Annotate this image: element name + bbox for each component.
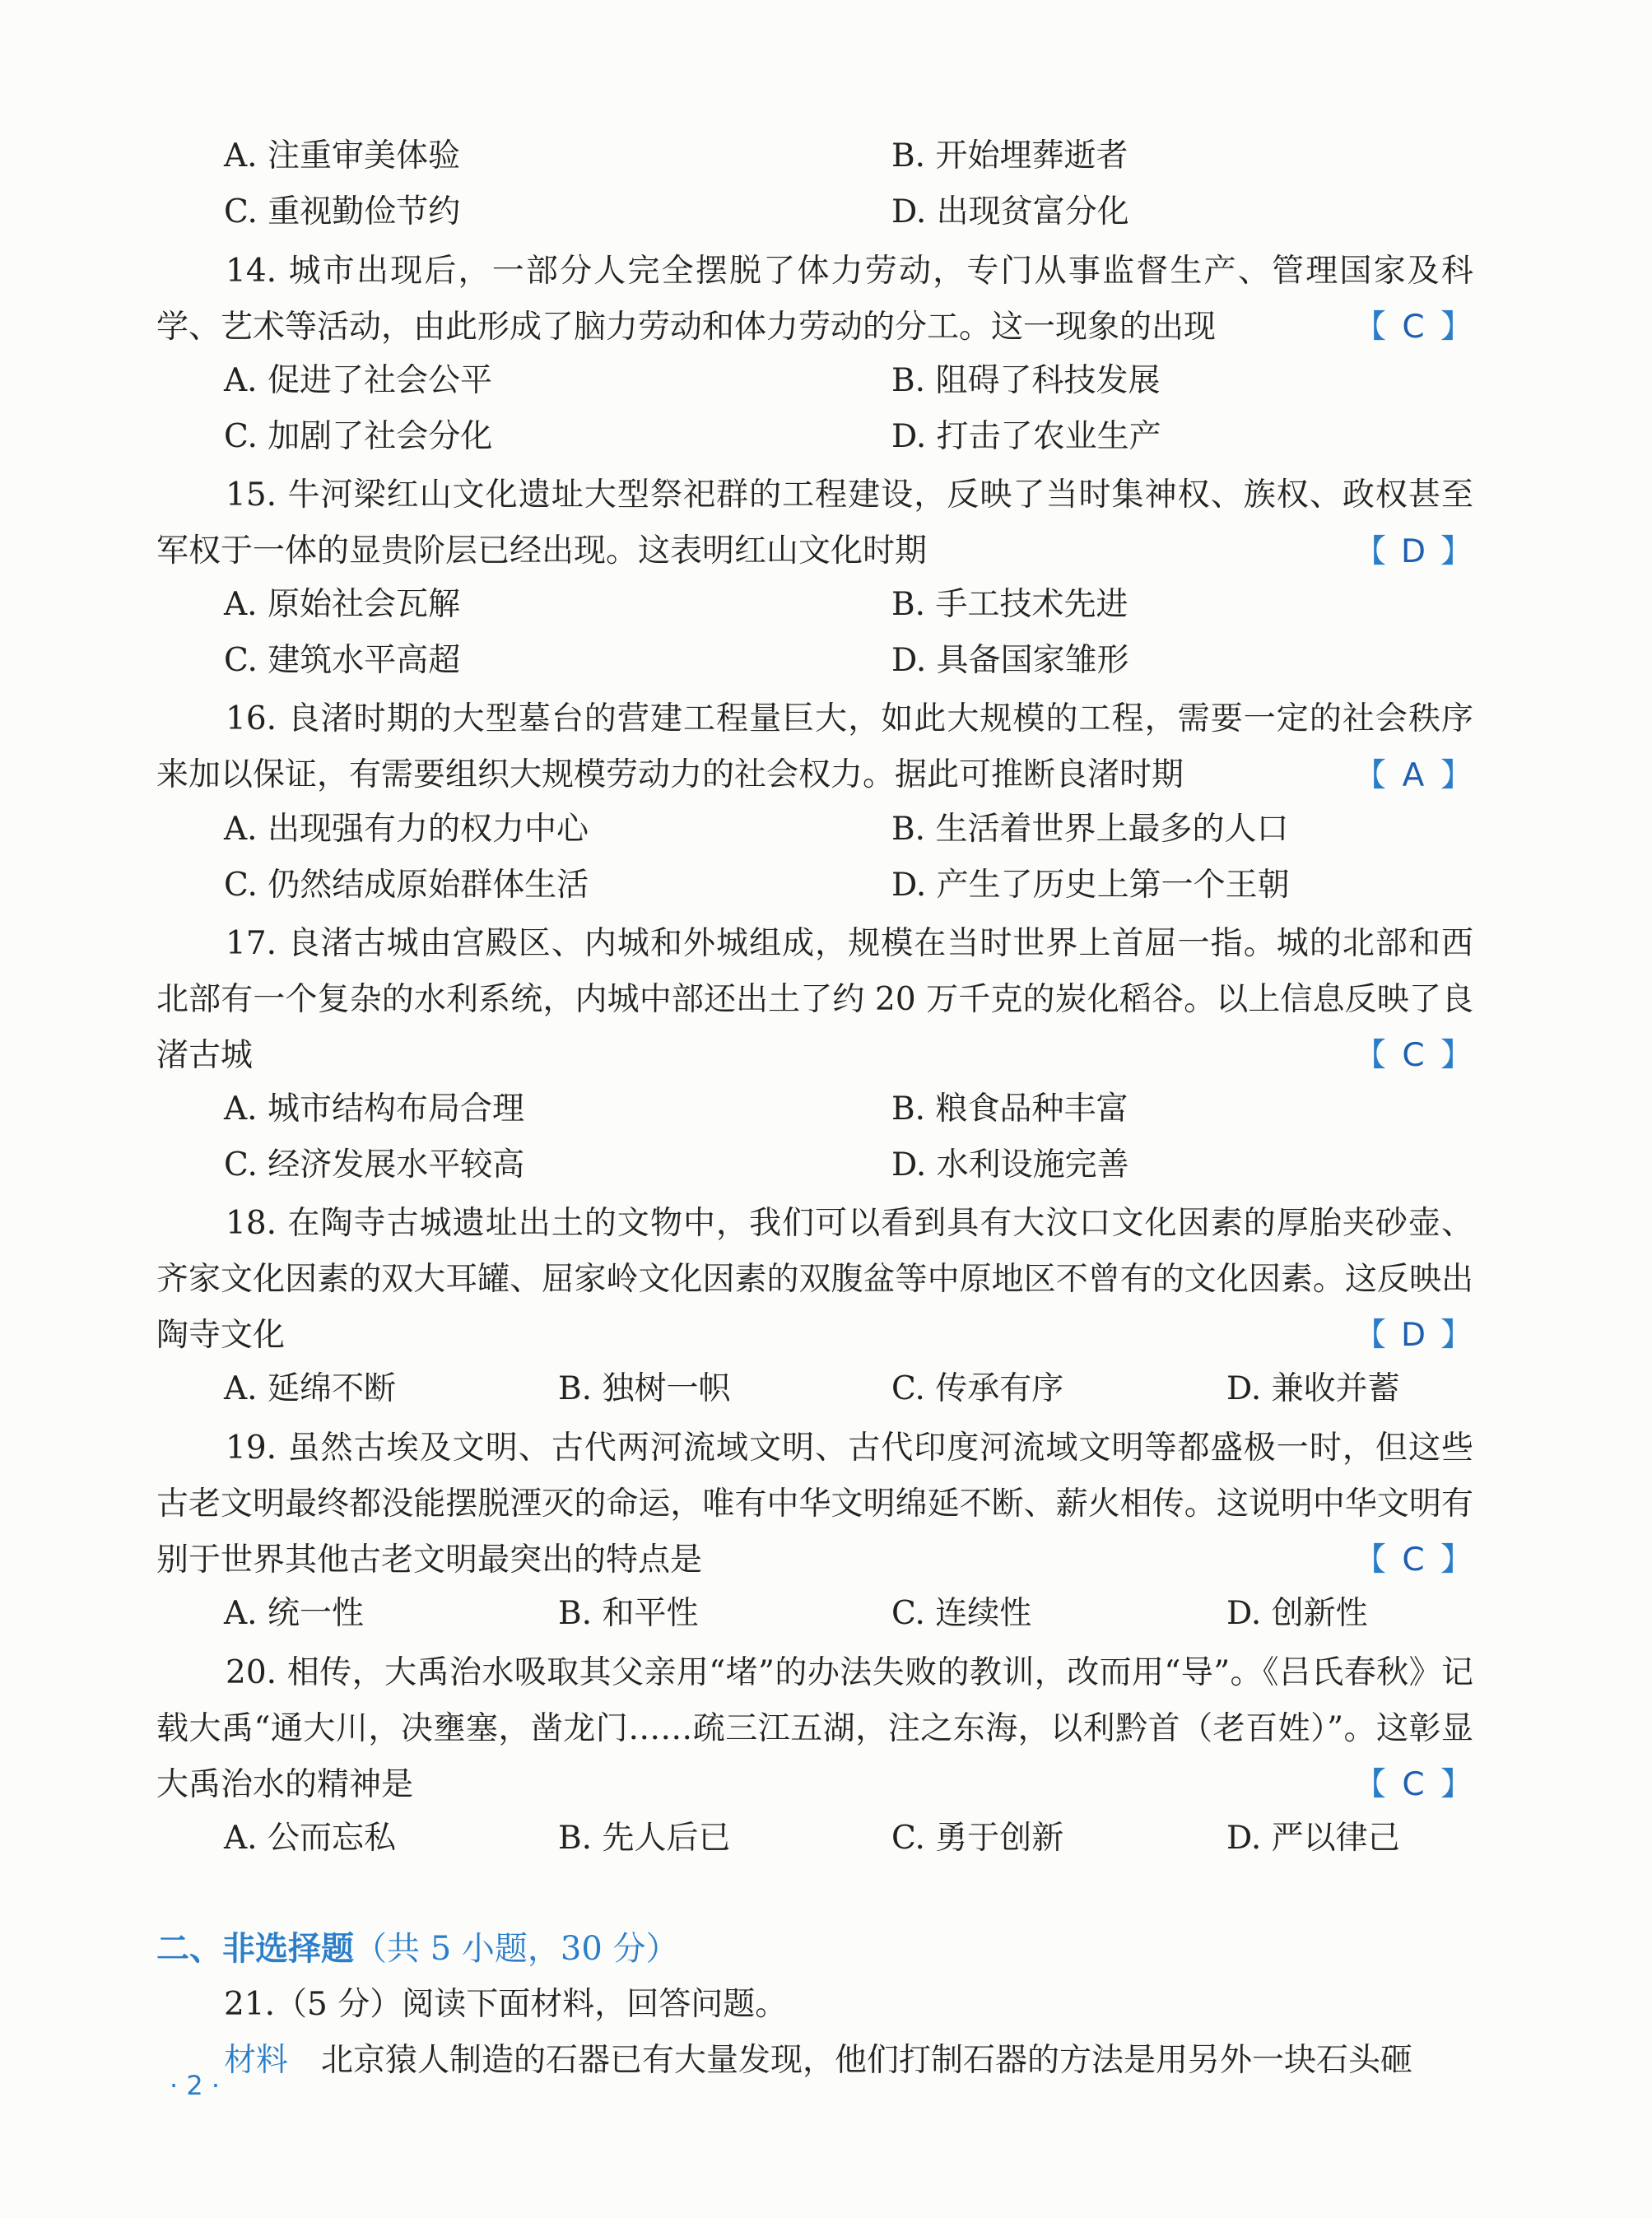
page-number: · 2 · [170, 2070, 221, 2101]
section-title-sub: （共 5 小题，30 分） [354, 1930, 679, 1968]
q14-answer: 【 C 】 [1354, 305, 1473, 351]
q20-option-b: B. 先人后已 [558, 1820, 731, 1857]
q15-answer-value: D [1400, 533, 1426, 570]
q16-option-b: B. 生活着世界上最多的人口 [891, 811, 1289, 848]
q14-option-b: B. 阻碍了科技发展 [891, 362, 1161, 399]
q19-option-a: A. 统一性 [224, 1595, 364, 1632]
q13-option-c: C. 重视勤俭节约 [224, 193, 461, 230]
q20-answer: 【 C 】 [1354, 1762, 1473, 1808]
q21-stem: 21.（5 分）阅读下面材料，回答问题。 [224, 1986, 788, 2023]
q16-option-d: D. 产生了历史上第一个王朝 [891, 867, 1290, 904]
q13-option-a: A. 注重审美体验 [224, 137, 460, 174]
section-title [156, 1926, 679, 1972]
q18-option-c: C. 传承有序 [891, 1370, 1064, 1407]
q15-option-a: A. 原始社会瓦解 [224, 586, 460, 623]
q18-option-a: A. 延绵不断 [224, 1370, 396, 1407]
q16-stem: 16. 良渚时期的大型墓台的营建工程量巨大，如此大规模的工程，需要一定的社会秩序来加以保证，有需要组织大规模劳动力的社会权力。据此可推断良渚时期 [156, 700, 1473, 793]
q20-option-d: D. 严以律己 [1226, 1820, 1400, 1857]
q17-option-d: D. 水利设施完善 [891, 1146, 1129, 1183]
q15-stem: 15. 牛河梁红山文化遗址大型祭祀群的工程建设，反映了当时集神权、族权、政权甚至军权于一体的显贵阶层已经出现。这表明红山文化时期 [156, 477, 1473, 570]
q18-stem: 18. 在陶寺古城遗址出土的文物中，我们可以看到具有大汶口文化因素的厚胎夹砂壶、齐家文化因素的双大耳罐、屈家岭文化因素的双腹盆等中原地区不曾有的文化因素。这反映出陶寺文化 [156, 1205, 1473, 1354]
q16-answer: 【 A 】 [1354, 753, 1473, 799]
q20-option-c: C. 勇于创新 [891, 1820, 1064, 1857]
q15-option-b: B. 手工技术先进 [891, 586, 1128, 623]
q15-answer: 【 D 】 [1354, 529, 1473, 575]
q15-option-d: D. 具备国家雏形 [891, 642, 1129, 679]
q14-option-d: D. 打击了农业生产 [891, 418, 1161, 455]
q21-material [224, 2038, 1473, 2084]
q16-option-c: C. 仍然结成原始群体生活 [224, 867, 589, 904]
q14-answer-value: C [1402, 309, 1425, 346]
q14-option-a: A. 促进了社会公平 [224, 362, 492, 399]
q19-answer: 【 C 】 [1354, 1537, 1473, 1583]
q17-answer: 【 C 】 [1354, 1033, 1473, 1079]
q17-stem: 17. 良渚古城由宫殿区、内城和外城组成，规模在当时世界上首屈一指。城的北部和西北部有一个复杂的水利系统，内城中部还出土了约 20 万千克的炭化稻谷。以上信息反映了良渚古城 [156, 925, 1473, 1074]
q15-option-c: C. 建筑水平高超 [224, 642, 461, 679]
q17-answer-value: C [1402, 1037, 1425, 1074]
q19-answer-value: C [1402, 1541, 1425, 1579]
q20-option-a: A. 公而忘私 [224, 1820, 396, 1857]
q20-stem: 20. 相传，大禹治水吸取其父亲用“堵”的办法失败的教训，改而用“导”。《吕氏春秋》记载大禹“通大川，决壅塞，凿龙门……疏三江五湖，注之东海，以利黔首（老百姓）”。这彰显大禹治水的精神是 [156, 1654, 1473, 1803]
q20-answer-value: C [1402, 1766, 1425, 1803]
q16-option-a: A. 出现强有力的权力中心 [224, 811, 589, 848]
q19-option-c: C. 连续性 [891, 1595, 1032, 1632]
q14-option-c: C. 加剧了社会分化 [224, 418, 493, 455]
q19-option-d: D. 创新性 [1226, 1595, 1368, 1632]
q18-answer-value: D [1400, 1317, 1426, 1354]
q17-option-b: B. 粮食品种丰富 [891, 1090, 1128, 1128]
q14-stem: 14. 城市出现后，一部分人完全摆脱了体力劳动，专门从事监督生产、管理国家及科学、艺术等活动，由此形成了脑力劳动和体力劳动的分工。这一现象的出现 [156, 253, 1473, 346]
q18-answer: 【 D 】 [1354, 1313, 1473, 1359]
material-label: 材料 [224, 2042, 289, 2079]
q18-option-b: B. 独树一帜 [558, 1370, 731, 1407]
q13-option-b: B. 开始埋葬逝者 [891, 137, 1128, 174]
q18-option-d: D. 兼收并蓄 [1226, 1370, 1400, 1407]
section-title-main: 二、非选择题 [156, 1930, 354, 1968]
q13-option-d: D. 出现贫富分化 [891, 193, 1129, 230]
q17-option-a: A. 城市结构布局合理 [224, 1090, 524, 1128]
q17-option-c: C. 经济发展水平较高 [224, 1146, 525, 1183]
material-text: 北京猿人制造的石器已有大量发现，他们打制石器的方法是用另外一块石头砸 [321, 2042, 1413, 2079]
q19-stem: 19. 虽然古埃及文明、古代两河流域文明、古代印度河流域文明等都盛极一时，但这些古老文明最终都没能摆脱湮灭的命运，唯有中华文明绵延不断、薪火相传。这说明中华文明有别于世界其他古老文明最突出的特点是 [156, 1430, 1473, 1579]
q19-option-b: B. 和平性 [558, 1595, 699, 1632]
q16-answer-value: A [1402, 757, 1425, 794]
